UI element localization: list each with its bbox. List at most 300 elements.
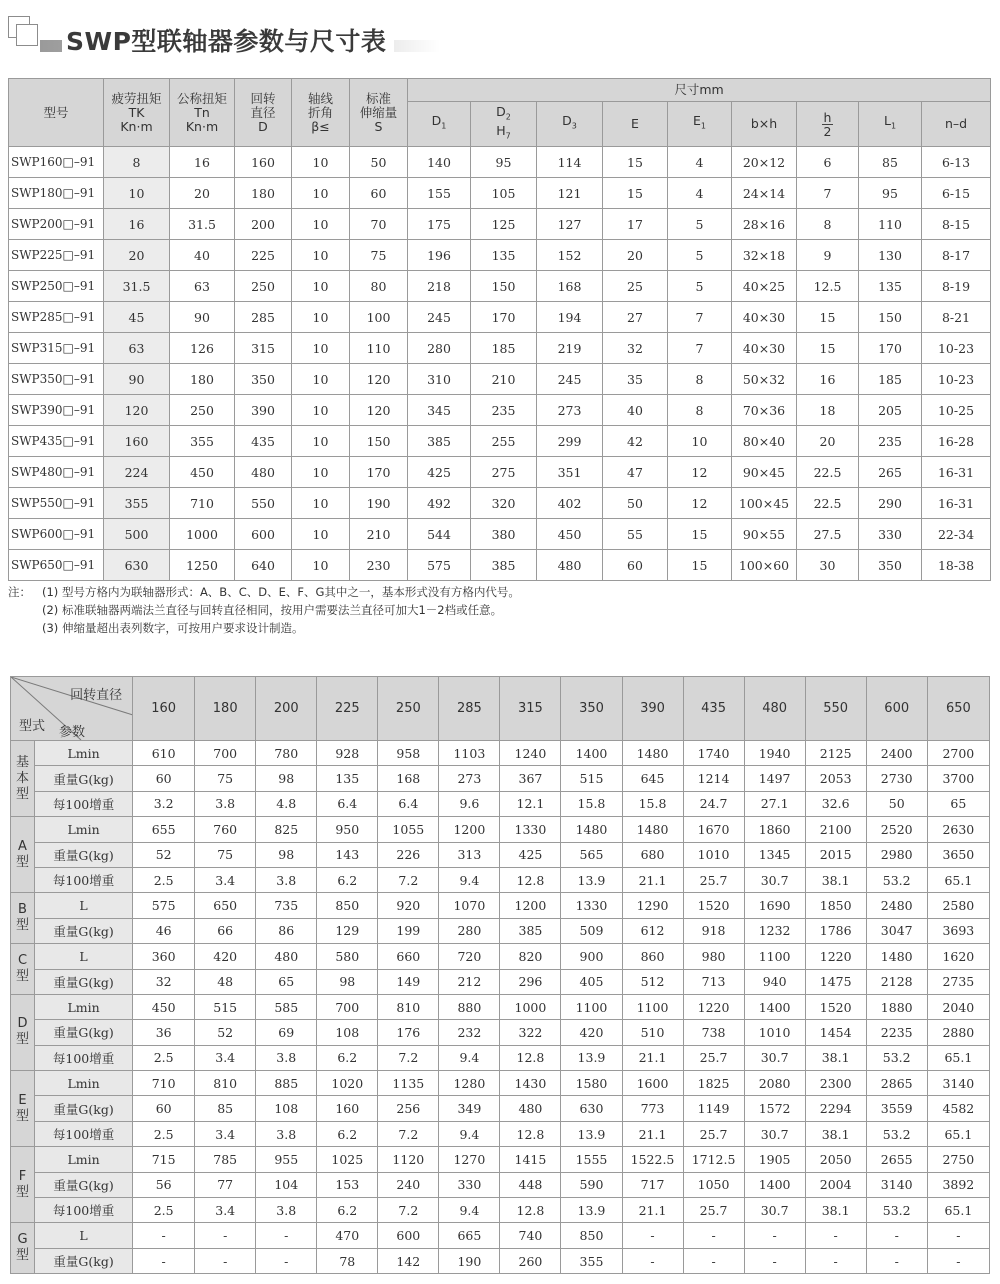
table-cell: 175: [408, 209, 471, 240]
table-cell: 104: [256, 1172, 317, 1197]
table-cell: 212: [439, 969, 500, 994]
table-cell: 60: [133, 766, 195, 791]
table-row: [11, 944, 990, 969]
model-cell: SWP650□–91: [9, 550, 104, 581]
table-cell: 10: [292, 178, 350, 209]
table-cell: 2.5: [133, 867, 195, 892]
table-cell: 1825: [683, 1071, 744, 1096]
table-cell: 143: [317, 842, 378, 867]
table-cell: 405: [561, 969, 622, 994]
table-cell: 7: [668, 302, 732, 333]
table-cell: 18-38: [922, 550, 991, 581]
table-cell: 290: [859, 488, 922, 519]
table-cell: 9.4: [439, 1198, 500, 1223]
table-cell: 170: [471, 302, 537, 333]
decor-square-icon: [16, 24, 38, 46]
table-cell: 273: [537, 395, 603, 426]
table-cell: 27.5: [797, 519, 859, 550]
table-cell: -: [256, 1248, 317, 1273]
table-cell: 3559: [866, 1096, 927, 1121]
table-cell: 425: [500, 842, 561, 867]
table-cell: 2.5: [133, 1045, 195, 1070]
table-cell: 299: [537, 426, 603, 457]
table-cell: 2050: [805, 1147, 866, 1172]
table-cell: 10: [292, 426, 350, 457]
table-cell: 218: [408, 271, 471, 302]
weight-length-table: [10, 676, 990, 1274]
table-cell: 153: [317, 1172, 378, 1197]
table-cell: 25.7: [683, 867, 744, 892]
table-cell: 2235: [866, 1020, 927, 1045]
table-cell: 515: [561, 766, 622, 791]
table-cell: 85: [859, 147, 922, 178]
table-cell: 18: [797, 395, 859, 426]
table-cell: 20: [603, 240, 668, 271]
table-cell: 160: [104, 426, 170, 457]
table-cell: 425: [408, 457, 471, 488]
table-row: [9, 302, 991, 333]
table-row: [9, 147, 991, 178]
table-cell: 20: [104, 240, 170, 271]
table-cell: 210: [471, 364, 537, 395]
table-cell: 21.1: [622, 1045, 683, 1070]
table-cell: 1480: [622, 741, 683, 766]
table-row: [9, 426, 991, 457]
table-cell: 36: [133, 1020, 195, 1045]
table-cell: 69: [256, 1020, 317, 1045]
table-cell: 1050: [683, 1172, 744, 1197]
table-cell: 2.5: [133, 1121, 195, 1146]
table-cell: 738: [683, 1020, 744, 1045]
model-cell: SWP435□–91: [9, 426, 104, 457]
table-cell: 355: [104, 488, 170, 519]
table-row: [9, 333, 991, 364]
table-row: [9, 240, 991, 271]
table-cell: 9.4: [439, 1121, 500, 1146]
table-cell: 100×60: [732, 550, 797, 581]
table-cell: 40×25: [732, 271, 797, 302]
table-cell: 565: [561, 842, 622, 867]
table-cell: 6.2: [317, 1198, 378, 1223]
table-cell: 1214: [683, 766, 744, 791]
type-group-label: C 型: [11, 944, 35, 995]
model-cell: SWP480□–91: [9, 457, 104, 488]
table-cell: 235: [471, 395, 537, 426]
table-cell: 2520: [866, 817, 927, 842]
table-row: [9, 550, 991, 581]
table-cell: 98: [317, 969, 378, 994]
table-cell: 90×55: [732, 519, 797, 550]
table-cell: -: [683, 1223, 744, 1248]
table-cell: 509: [561, 918, 622, 943]
table-cell: 38.1: [805, 1198, 866, 1223]
table-cell: 2100: [805, 817, 866, 842]
model-cell: SWP250□–91: [9, 271, 104, 302]
table-cell: 52: [133, 842, 195, 867]
table-cell: 320: [471, 488, 537, 519]
header-e1: $E_1$: [668, 102, 732, 147]
table-cell: 235: [859, 426, 922, 457]
table-cell: 1200: [500, 893, 561, 918]
note-line: (2) 标准联轴器两端法兰直径与回转直径相同，按用户需要法兰直径可加大1－2档或任意。: [42, 603, 503, 617]
table-cell: 385: [408, 426, 471, 457]
table-cell: 46: [133, 918, 195, 943]
table-cell: 6.4: [317, 791, 378, 816]
table-cell: 170: [859, 333, 922, 364]
table-cell: 435: [235, 426, 292, 457]
table-cell: 710: [133, 1071, 195, 1096]
table-cell: 50: [603, 488, 668, 519]
table-cell: 120: [350, 364, 408, 395]
table-cell: 1454: [805, 1020, 866, 1045]
table-cell: 1520: [805, 994, 866, 1019]
table-cell: 7.2: [378, 1121, 439, 1146]
table-cell: 28×16: [732, 209, 797, 240]
table-cell: 25.7: [683, 1198, 744, 1223]
table-cell: 63: [170, 271, 235, 302]
table-cell: 90: [104, 364, 170, 395]
table-cell: 4: [668, 178, 732, 209]
table-cell: 1415: [500, 1147, 561, 1172]
table-cell: 1270: [439, 1147, 500, 1172]
table-cell: 219: [537, 333, 603, 364]
table-cell: 40×30: [732, 333, 797, 364]
table-cell: -: [195, 1248, 256, 1273]
table-cell: 700: [317, 994, 378, 1019]
header-l1: $L_1$: [859, 102, 922, 147]
param-label: 每100增重: [35, 791, 133, 816]
table-cell: 149: [378, 969, 439, 994]
table-cell: 42: [603, 426, 668, 457]
table-cell: 480: [537, 550, 603, 581]
table-cell: 114: [537, 147, 603, 178]
table-cell: 150: [350, 426, 408, 457]
table-cell: 1100: [561, 994, 622, 1019]
table-cell: 350: [859, 550, 922, 581]
table-cell: 3.8: [256, 1198, 317, 1223]
table-cell: 15: [797, 302, 859, 333]
table-cell: 70: [350, 209, 408, 240]
table-cell: 6.2: [317, 1121, 378, 1146]
table-cell: 1135: [378, 1071, 439, 1096]
table-cell: 30.7: [744, 1121, 805, 1146]
table-row: [11, 1147, 990, 1172]
table-cell: 16: [797, 364, 859, 395]
table-cell: 360: [133, 944, 195, 969]
table-cell: 152: [537, 240, 603, 271]
table-cell: -: [683, 1248, 744, 1273]
table-cell: 142: [378, 1248, 439, 1273]
table-cell: 196: [408, 240, 471, 271]
table-cell: 10: [292, 302, 350, 333]
param-label: Lmin: [35, 1147, 133, 1172]
diameter-header: 480: [744, 677, 805, 741]
table-row: [9, 178, 991, 209]
table-cell: 7: [668, 333, 732, 364]
table-cell: 20×12: [732, 147, 797, 178]
table-cell: 825: [256, 817, 317, 842]
table-cell: 24×14: [732, 178, 797, 209]
table-cell: 10: [292, 488, 350, 519]
table-cell: -: [927, 1223, 989, 1248]
table-cell: 350: [235, 364, 292, 395]
table-cell: 6.4: [378, 791, 439, 816]
table-cell: 80×40: [732, 426, 797, 457]
table-cell: 5: [668, 209, 732, 240]
diameter-header: 550: [805, 677, 866, 741]
table-cell: 90×45: [732, 457, 797, 488]
table-cell: 4: [668, 147, 732, 178]
table-cell: 330: [439, 1172, 500, 1197]
table-cell: 135: [859, 271, 922, 302]
table-cell: 1010: [683, 842, 744, 867]
table-cell: 1480: [866, 944, 927, 969]
table-cell: 205: [859, 395, 922, 426]
table-cell: 200: [235, 209, 292, 240]
table-cell: 38.1: [805, 1045, 866, 1070]
table-row: [11, 817, 990, 842]
model-cell: SWP225□–91: [9, 240, 104, 271]
table-cell: 1740: [683, 741, 744, 766]
table-cell: 16: [170, 147, 235, 178]
table-cell: 250: [235, 271, 292, 302]
table-cell: 5: [668, 240, 732, 271]
table-cell: 1070: [439, 893, 500, 918]
table-cell: 7.2: [378, 1198, 439, 1223]
table-cell: 1232: [744, 918, 805, 943]
table-cell: 85: [195, 1096, 256, 1121]
diameter-header: 435: [683, 677, 744, 741]
table-cell: 55: [603, 519, 668, 550]
table-cell: 2040: [927, 994, 989, 1019]
table-cell: 2880: [927, 1020, 989, 1045]
table-cell: 125: [471, 209, 537, 240]
table-cell: 170: [350, 457, 408, 488]
table-cell: 10-23: [922, 333, 991, 364]
table-cell: 3.4: [195, 1045, 256, 1070]
table-cell: 880: [439, 994, 500, 1019]
diameter-header: 600: [866, 677, 927, 741]
table-cell: -: [866, 1223, 927, 1248]
table-row: [11, 867, 990, 892]
table-cell: 2053: [805, 766, 866, 791]
table-cell: 480: [500, 1096, 561, 1121]
header-model: 型号: [9, 79, 104, 147]
table-cell: 7.2: [378, 1045, 439, 1070]
table-cell: 6.2: [317, 867, 378, 892]
corner-label-param: 参数: [59, 725, 86, 740]
corner-label-diameter: 回转直径: [70, 688, 123, 703]
table-cell: 63: [104, 333, 170, 364]
table-row: [9, 395, 991, 426]
diameter-header: 250: [378, 677, 439, 741]
table-cell: 225: [235, 240, 292, 271]
table-cell: 12.8: [500, 1198, 561, 1223]
table-cell: 1940: [744, 741, 805, 766]
table-cell: 32×18: [732, 240, 797, 271]
table-cell: 280: [439, 918, 500, 943]
table-cell: 260: [500, 1248, 561, 1273]
table-cell: 140: [408, 147, 471, 178]
page-title: SWP型联轴器参数与尺寸表: [62, 22, 394, 58]
param-label: Lmin: [35, 994, 133, 1019]
table-cell: 8: [668, 395, 732, 426]
table-cell: 10: [292, 209, 350, 240]
table-cell: 8-21: [922, 302, 991, 333]
table-cell: 612: [622, 918, 683, 943]
header-axis-angle: 轴线 折角 β≤: [292, 79, 350, 147]
table-cell: 265: [859, 457, 922, 488]
table-cell: 580: [317, 944, 378, 969]
table-cell: 110: [350, 333, 408, 364]
table-cell: 470: [317, 1223, 378, 1248]
table-cell: 3892: [927, 1172, 989, 1197]
table-cell: 80: [350, 271, 408, 302]
table-cell: 630: [561, 1096, 622, 1121]
table-row: [9, 271, 991, 302]
table-cell: 510: [622, 1020, 683, 1045]
table-cell: 4.8: [256, 791, 317, 816]
table-cell: 349: [439, 1096, 500, 1121]
table-cell: 98: [256, 766, 317, 791]
table-cell: 6.2: [317, 1045, 378, 1070]
table-cell: 1010: [744, 1020, 805, 1045]
table-cell: 8: [668, 364, 732, 395]
table-cell: 351: [537, 457, 603, 488]
table-cell: 928: [317, 741, 378, 766]
table-cell: 900: [561, 944, 622, 969]
table-cell: 3.8: [195, 791, 256, 816]
table-cell: 1712.5: [683, 1147, 744, 1172]
table-cell: 8-19: [922, 271, 991, 302]
table-cell: 1250: [170, 550, 235, 581]
table-cell: 3140: [866, 1172, 927, 1197]
header-nominal-torque: 公称扭矩 Tn Kn·m: [170, 79, 235, 147]
table-cell: 1400: [744, 1172, 805, 1197]
table-cell: 717: [622, 1172, 683, 1197]
table-cell: 810: [195, 1071, 256, 1096]
table-cell: 12.1: [500, 791, 561, 816]
table-cell: 8: [797, 209, 859, 240]
table-cell: 1000: [500, 994, 561, 1019]
table-cell: 820: [500, 944, 561, 969]
table-cell: 1572: [744, 1096, 805, 1121]
table-cell: 1786: [805, 918, 866, 943]
table-cell: 12.5: [797, 271, 859, 302]
table-cell: 190: [350, 488, 408, 519]
table-cell: 32: [133, 969, 195, 994]
table-cell: 2300: [805, 1071, 866, 1096]
diameter-header: 285: [439, 677, 500, 741]
diameter-header: 390: [622, 677, 683, 741]
table-row: [9, 519, 991, 550]
table-cell: 850: [561, 1223, 622, 1248]
param-label: Lmin: [35, 741, 133, 766]
table-cell: 13.9: [561, 1121, 622, 1146]
table-cell: 13.9: [561, 867, 622, 892]
table-cell: 980: [683, 944, 744, 969]
table-cell: 48: [195, 969, 256, 994]
table-cell: 1240: [500, 741, 561, 766]
table-cell: 190: [439, 1248, 500, 1273]
table-cell: 75: [195, 766, 256, 791]
table-cell: 1220: [683, 994, 744, 1019]
param-label: 重量G(kg): [35, 1172, 133, 1197]
table-cell: 1860: [744, 817, 805, 842]
table-cell: 2015: [805, 842, 866, 867]
table-cell: 185: [859, 364, 922, 395]
table-cell: -: [622, 1223, 683, 1248]
table-cell: 2004: [805, 1172, 866, 1197]
table-cell: 10: [292, 271, 350, 302]
table-cell: 17: [603, 209, 668, 240]
table-cell: 245: [408, 302, 471, 333]
table-cell: 60: [350, 178, 408, 209]
table-cell: 2980: [866, 842, 927, 867]
table-cell: 77: [195, 1172, 256, 1197]
table-cell: 12.8: [500, 867, 561, 892]
table-cell: 3.8: [256, 867, 317, 892]
note-line: 注： (1) 型号方格内为联轴器形式：A、B、C、D、E、F、G其中之一，基本形式没有方格内代号。: [8, 585, 520, 599]
table-cell: 16-28: [922, 426, 991, 457]
table-cell: -: [744, 1248, 805, 1273]
table-cell: 3700: [927, 766, 989, 791]
table-row: [9, 364, 991, 395]
param-label: L: [35, 944, 133, 969]
table-cell: 108: [317, 1020, 378, 1045]
table-cell: 199: [378, 918, 439, 943]
table-cell: 1103: [439, 741, 500, 766]
table-cell: 210: [350, 519, 408, 550]
header-d1: $D_1$: [408, 102, 471, 147]
table-cell: 32.6: [805, 791, 866, 816]
table-cell: 126: [170, 333, 235, 364]
table-cell: 135: [471, 240, 537, 271]
table-cell: 160: [235, 147, 292, 178]
table-cell: 585: [256, 994, 317, 1019]
table-row: [11, 969, 990, 994]
header-n-d: n–d: [922, 102, 991, 147]
table-cell: 2730: [866, 766, 927, 791]
table-cell: 760: [195, 817, 256, 842]
table-cell: 1149: [683, 1096, 744, 1121]
table-cell: 168: [537, 271, 603, 302]
model-cell: SWP200□–91: [9, 209, 104, 240]
table-cell: 155: [408, 178, 471, 209]
table-cell: 53.2: [866, 867, 927, 892]
table-row: [11, 1071, 990, 1096]
table-cell: 130: [859, 240, 922, 271]
table-cell: 150: [471, 271, 537, 302]
table-cell: 65.1: [927, 1045, 989, 1070]
table-cell: 1055: [378, 817, 439, 842]
table-cell: -: [195, 1223, 256, 1248]
table-cell: 10: [292, 550, 350, 581]
table-cell: 512: [622, 969, 683, 994]
table-cell: 160: [317, 1096, 378, 1121]
table-cell: 275: [471, 457, 537, 488]
table-cell: 1555: [561, 1147, 622, 1172]
table-cell: 8-15: [922, 209, 991, 240]
table-cell: 2630: [927, 817, 989, 842]
table-cell: 2655: [866, 1147, 927, 1172]
table-cell: 75: [195, 842, 256, 867]
table-cell: 575: [408, 550, 471, 581]
table-cell: 13.9: [561, 1198, 622, 1223]
table-cell: 3.4: [195, 1121, 256, 1146]
table-cell: 180: [170, 364, 235, 395]
table-cell: 940: [744, 969, 805, 994]
